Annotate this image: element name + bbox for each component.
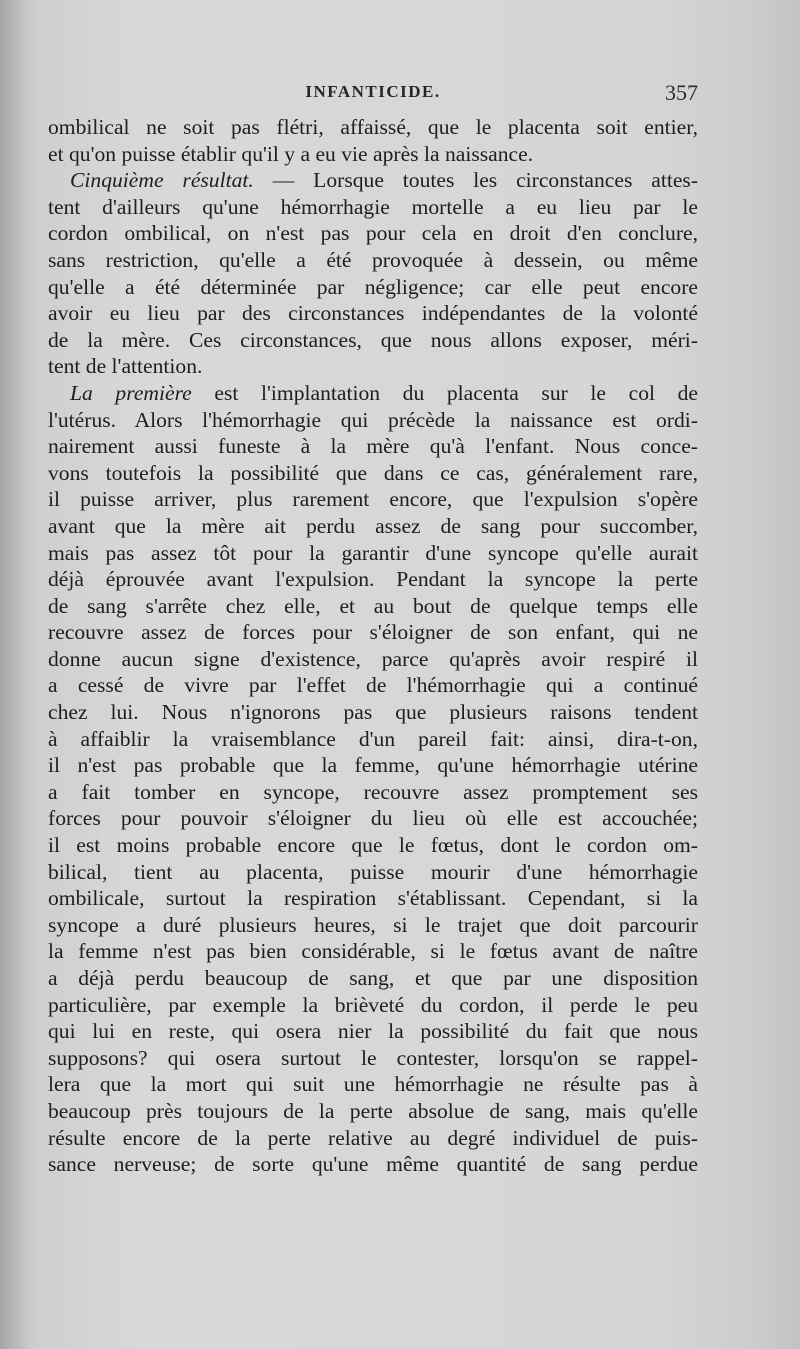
- text-line: supposons? qui osera surtout le contester, lorsqu'on se rappel-: [48, 1045, 698, 1070]
- text-line: ombilical ne soit pas flétri, affaissé, que le placenta soit entier,: [48, 115, 698, 139]
- running-head: [48, 82, 698, 108]
- running-title: INFANTICIDE.: [305, 82, 441, 101]
- text-line: a fait tomber en syncope, recouvre assez promptement ses: [48, 779, 698, 804]
- text-line: avoir eu lieu par des circonstances indépendantes de la volonté: [48, 301, 698, 326]
- text-line: de la mère. Ces circonstances, que nous allons exposer, méri-: [48, 327, 698, 352]
- text-line: de sang s'arrête chez elle, et au bout de quelque temps elle: [48, 593, 698, 618]
- section-heading-italic: Cinquième résultat.: [70, 168, 254, 193]
- text-line: il est moins probable encore que le fœtus, dont le cordon om-: [48, 833, 698, 858]
- text-line: bilical, tient au placenta, puisse mourir d'une hémorrhagie: [48, 859, 698, 884]
- text-line: il n'est pas probable que la femme, qu'une hémorrhagie utérine: [48, 753, 698, 778]
- text-line: sance nerveuse; de sorte qu'une même quantité de sang perdue: [48, 1152, 698, 1177]
- text-line: lera que la mort qui suit une hémorrhagie ne résulte pas à: [48, 1072, 698, 1097]
- text-line: chez lui. Nous n'ignorons pas que plusieurs raisons tendent: [48, 700, 698, 725]
- page-number: 357: [665, 80, 698, 105]
- text-line: ombilicale, surtout la respiration s'établissant. Cependant, si la: [48, 886, 698, 911]
- text-line: à affaiblir la vraisemblance d'un pareil fait: ainsi, dira-t-on,: [48, 726, 698, 751]
- text-line: mais pas assez tôt pour la garantir d'une syncope qu'elle aurait: [48, 540, 698, 565]
- text-line: l'utérus. Alors l'hémorrhagie qui précède la naissance est ordi-: [48, 407, 698, 432]
- text-line: nairement aussi funeste à la mère qu'à l'enfant. Nous conce-: [48, 434, 698, 459]
- text-line: recouvre assez de forces pour s'éloigner de son enfant, qui ne: [48, 620, 698, 645]
- text-line: qui lui en reste, qui osera nier la possibilité du fait que nous: [48, 1019, 698, 1044]
- text-line: sans restriction, qu'elle a été provoquée à dessein, ou même: [48, 247, 698, 272]
- text-line: syncope a duré plusieurs heures, si le trajet que doit parcourir: [48, 912, 698, 937]
- text-line: particulière, par exemple la brièveté du cordon, il perde le peu: [48, 992, 698, 1017]
- text-line: beaucoup près toujours de la perte absolue de sang, mais qu'elle: [48, 1098, 698, 1123]
- text-line: donne aucun signe d'existence, parce qu'après avoir respiré il: [48, 646, 698, 671]
- paragraph-lead-italic: La première: [70, 380, 192, 405]
- text-line: qu'elle a été déterminée par négligence; car elle peut encore: [48, 274, 698, 299]
- text-line: a cessé de vivre par l'effet de l'hémorrhagie qui a continué: [48, 673, 698, 698]
- text-line: a déjà perdu beaucoup de sang, et que par une disposition: [48, 966, 698, 990]
- text-line: tent de l'attention.: [48, 354, 203, 379]
- text-line-content: — Lorsque toutes les circonstances attes-: [272, 168, 698, 193]
- text-line: résulte encore de la perte relative au degré individuel de puis-: [48, 1125, 698, 1150]
- text-line: la femme n'est pas bien considérable, si le fœtus avant de naître: [48, 939, 698, 964]
- gutter-shadow: [0, 0, 30, 1349]
- text-line: cordon ombilical, on n'est pas pour cela en droit d'en conclure,: [48, 221, 698, 246]
- body-text: [48, 114, 698, 1178]
- text-line: tent d'ailleurs qu'une hémorrhagie mortelle a eu lieu par le: [48, 194, 698, 219]
- text-line: déjà éprouvée avant l'expulsion. Pendant la syncope la perte: [48, 567, 698, 592]
- text-line-content: est l'implantation du placenta sur le col de: [214, 380, 698, 405]
- text-line: il puisse arriver, plus rarement encore, que l'expulsion s'opère: [48, 487, 698, 512]
- text-line: [48, 380, 698, 407]
- text-line: avant que la mère ait perdu assez de sang pour succomber,: [48, 513, 698, 538]
- text-line: forces pour pouvoir s'éloigner du lieu où elle est accouchée;: [48, 806, 698, 831]
- text-line: et qu'on puisse établir qu'il y a eu vie après la naissance.: [48, 141, 534, 166]
- text-line: [48, 167, 698, 194]
- text-line: vons toutefois la possibilité que dans ce cas, généralement rare,: [48, 460, 698, 485]
